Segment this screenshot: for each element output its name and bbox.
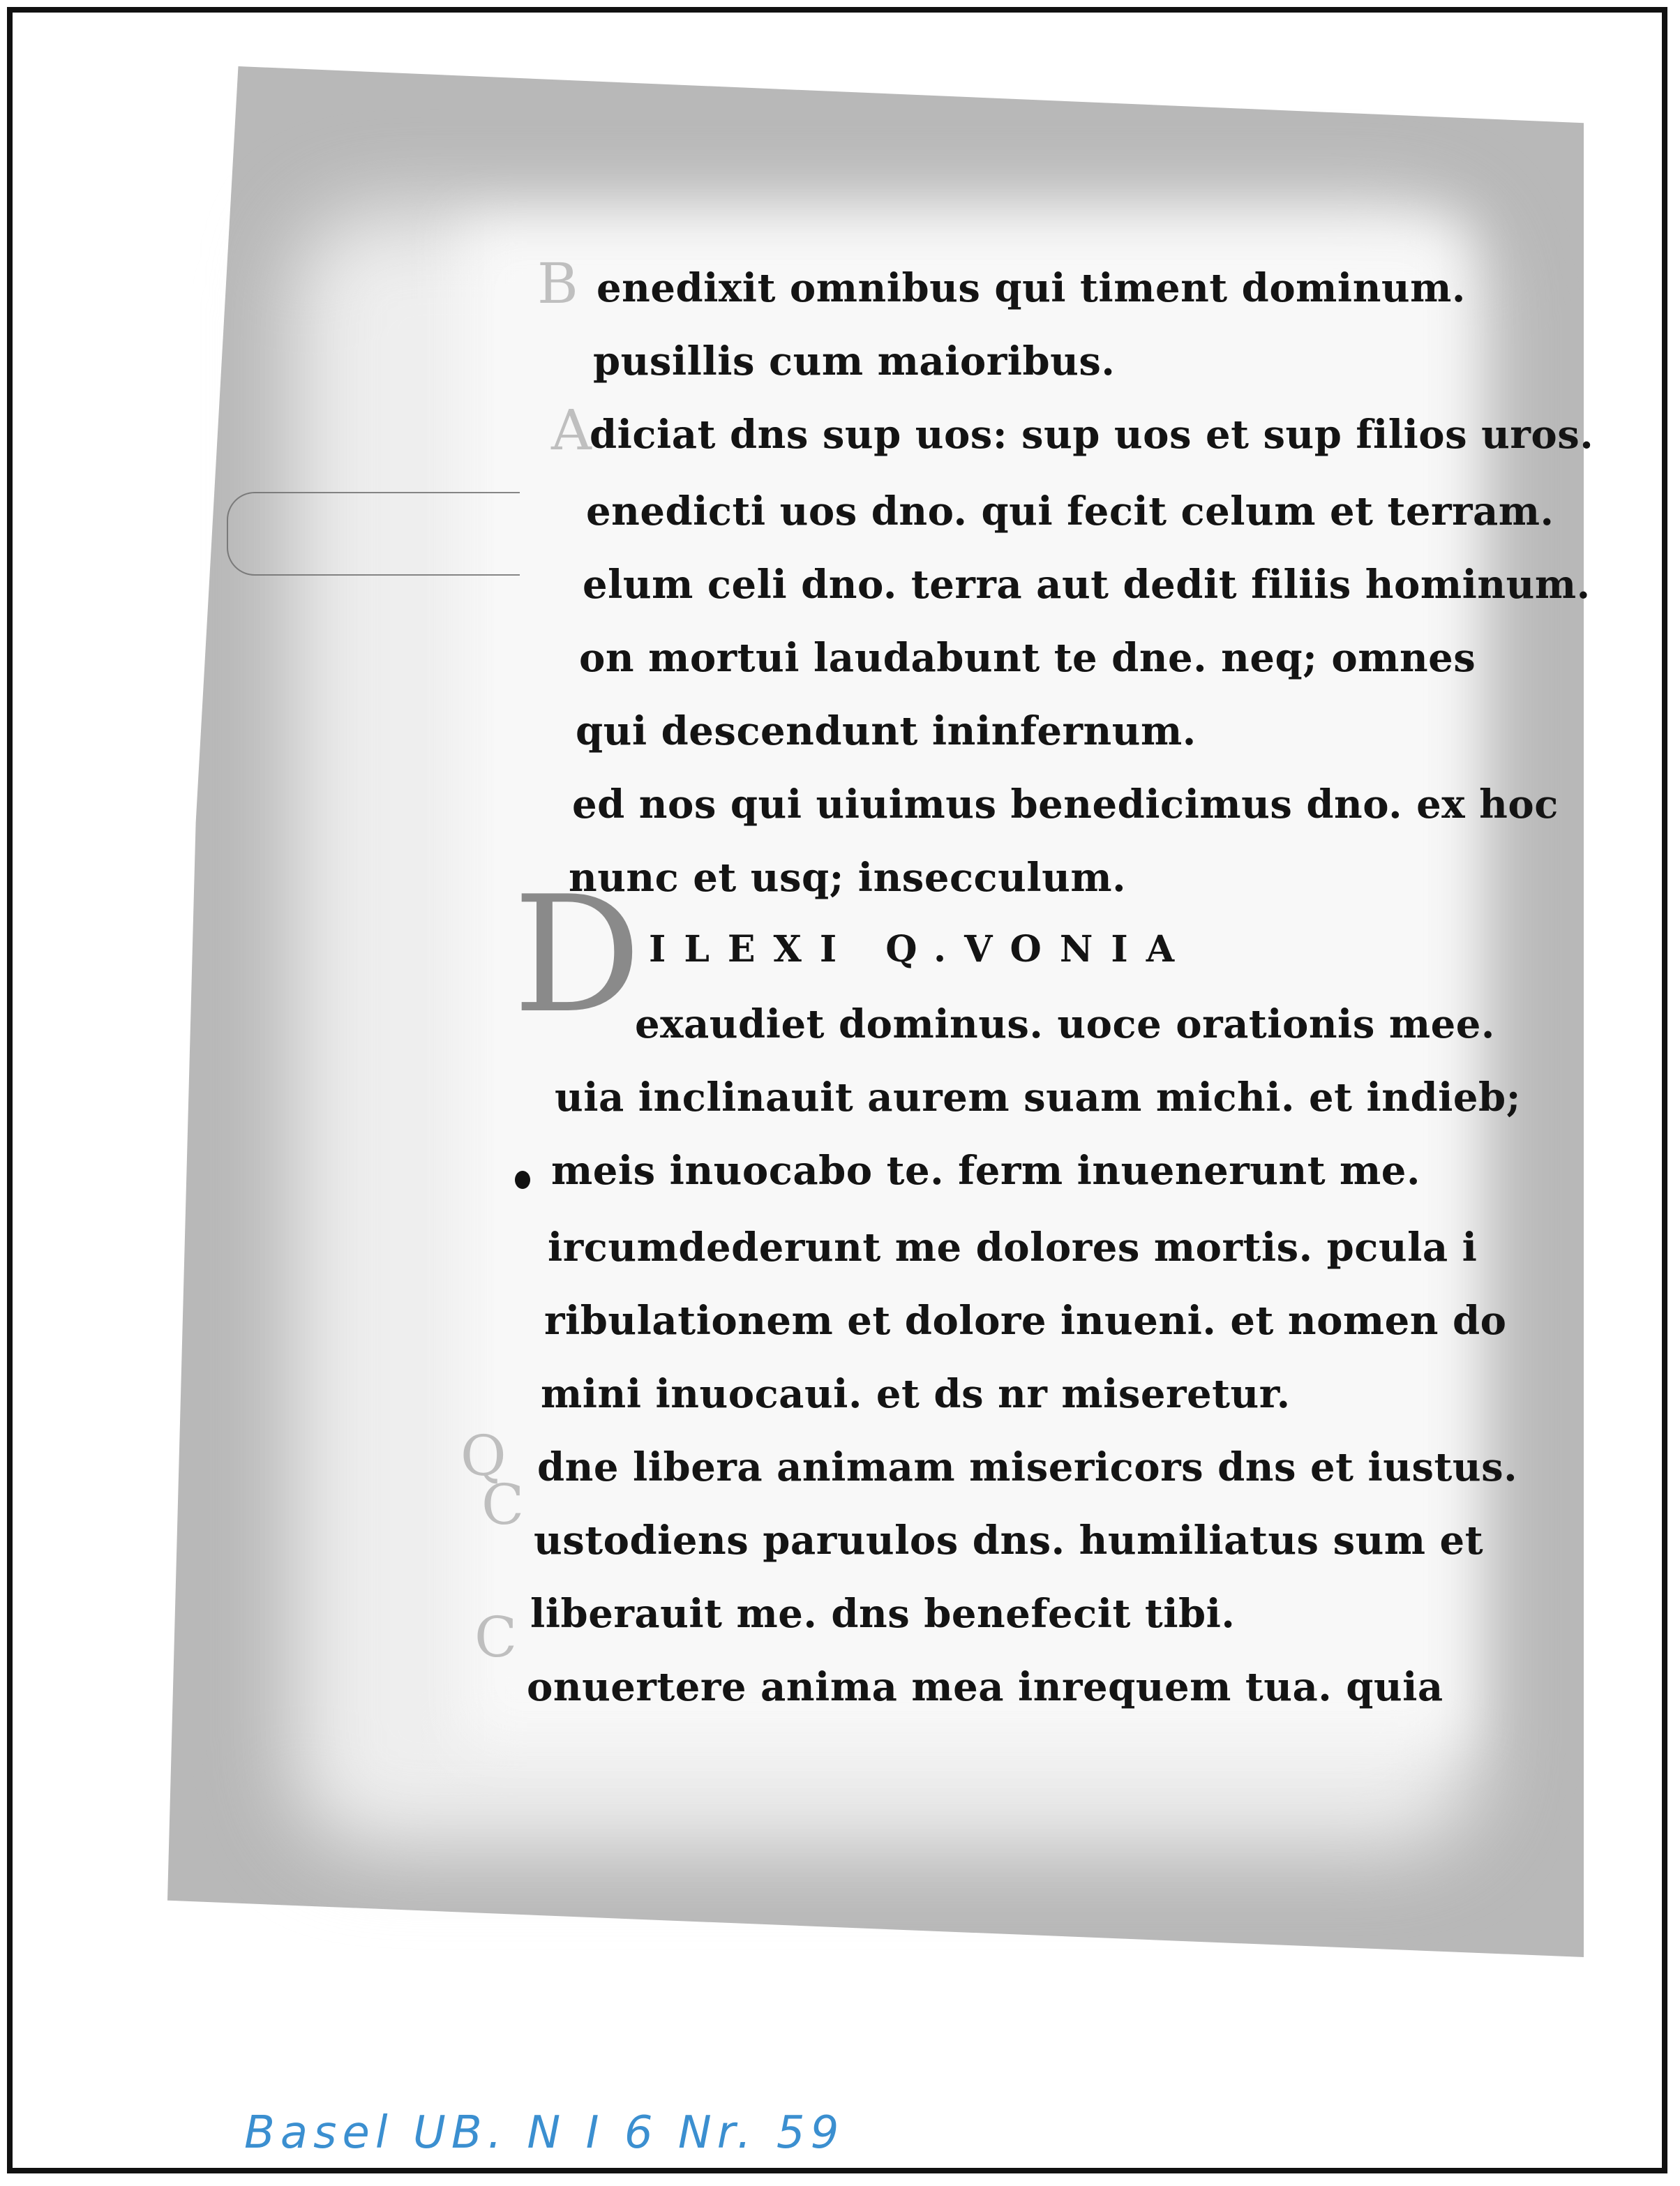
ghost-initial-c: C	[481, 1472, 525, 1537]
text-line: uia inclinauit aurem suam michi. et indieb;	[555, 1075, 1521, 1121]
margin-note	[227, 492, 520, 576]
call-number-annotation: Basel UB. N I 6 Nr. 59	[244, 2107, 845, 2159]
text-line: meis inuocabo te. ferm inuenerunt me.	[551, 1148, 1420, 1194]
ghost-initial-c2: C	[474, 1605, 518, 1670]
text-line: ircumdederunt me dolores mortis. pcula i	[548, 1225, 1478, 1271]
text-line: on mortui laudabunt te dne. neq; omnes	[579, 635, 1476, 681]
ink-blot	[515, 1171, 530, 1189]
text-line: exaudiet dominus. uoce orationis mee.	[635, 1001, 1495, 1047]
text-line: onuertere anima mea inrequem tua. quia	[527, 1664, 1443, 1710]
rubric-caps-line: ILEXI Q.VONIA	[649, 928, 1193, 971]
text-line: qui descendunt ininfernum.	[576, 708, 1197, 754]
text-line: elum celi dno. terra aut dedit filiis hominum.	[583, 562, 1591, 608]
text-line: enedicti uos dno. qui fecit celum et terram.	[586, 488, 1554, 534]
text-line: ustodiens paruulos dns. humiliatus sum et	[534, 1518, 1484, 1564]
text-line: ribulationem et dolore inueni. et nomen do	[544, 1298, 1507, 1344]
text-line: enedixit omnibus qui timent dominum.	[597, 265, 1466, 311]
text-line: liberauit me. dns benefecit tibi.	[530, 1591, 1236, 1637]
ghost-initial-b: B	[537, 251, 578, 316]
decorated-initial: D	[513, 862, 642, 1049]
text-line: pusillis cum maioribus.	[593, 338, 1116, 384]
text-line: dne libera animam misericors dns et iustus.	[537, 1444, 1518, 1490]
text-line: ed nos qui uiuimus benedicimus dno. ex hoc	[572, 781, 1559, 828]
text-line: nunc et usq; insecculum.	[569, 855, 1127, 901]
text-line: mini inuocaui. et ds nr miseretur.	[541, 1371, 1291, 1417]
ghost-initial-q: Q	[460, 1423, 507, 1488]
ghost-initial-a: A	[551, 398, 592, 463]
text-line: diciat dns sup uos: sup uos et sup filios uros.	[590, 412, 1594, 458]
